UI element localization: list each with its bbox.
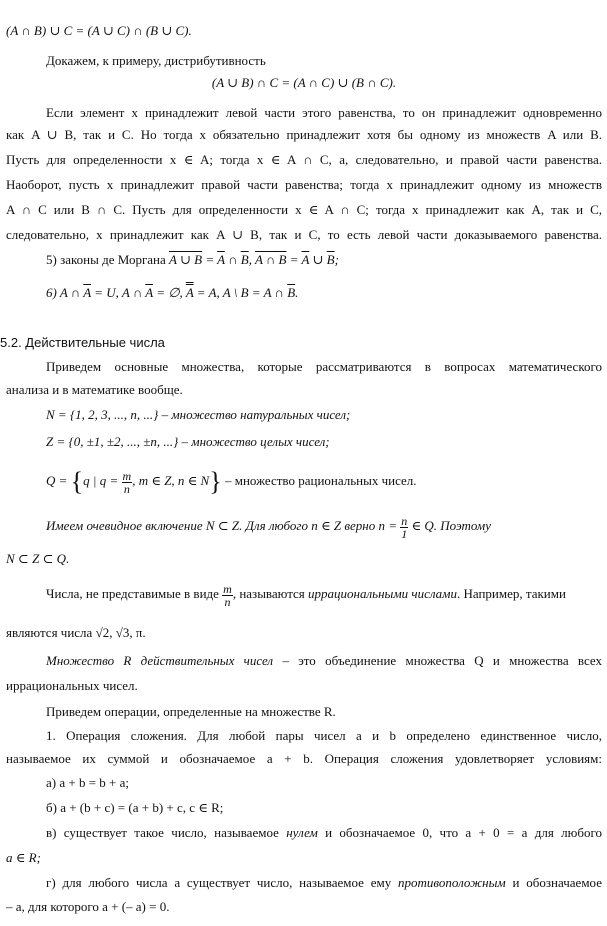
text-line: называемое их суммой и обозначаемое a + b. Операция сложения удовлетворяет условиям: xyxy=(6,751,602,766)
complement-properties: 6) A ∩ $\overline{A} = U$, A ∩ $\overline{A}$ = ∅, A = A, A \ B = A ∩ $\overline{B}$. xyxy=(46,285,299,300)
rationals-def: Q = {q | q = $\frac{m}{n}$ , m ∈ Z, n ∈ N} – множество рациональных чисел. xyxy=(46,467,417,497)
irrational-def: Числа, не представимые в виде $\frac{m}{n}$ , называются иррациональными числами. Например, такими xyxy=(46,581,566,609)
natural-numbers-def: N = {1, 2, 3, ..., n, ...} – множество натуральных чисел; xyxy=(46,407,351,422)
list-item: г) для любого числа a существует число, называемое ему противоположным и обозначаемое xyxy=(46,875,602,890)
inclusion-chain: N ⊂ Z ⊂ Q. xyxy=(6,551,70,566)
text-line: Приведем операции, определенные на множестве R. xyxy=(46,704,336,719)
inclusion-line: Имеем очевидное включение N ⊂ Z. Для любого n ∈ Z верно n = $\frac{n}{1}$ ∈ Q. Поэтому xyxy=(46,513,491,541)
text-line: следовательно, x принадлежит как A ∪ B, так и C, то есть левой части доказываемого равенства. xyxy=(6,227,602,242)
fraction-m-over-n: $\frac{m}{n}$ xyxy=(223,581,232,609)
fraction-n-over-1: $\frac{n}{1}$ xyxy=(401,513,408,541)
text-line: анализа и в математике вообще. xyxy=(6,382,183,397)
formula-distributive-2: (A ∪ B) ∩ C = (A ∩ C) ∪ (B ∩ C). xyxy=(211,75,397,90)
text-line: – a, для которого a + (– a) = 0. xyxy=(6,899,170,914)
text-line: Если элемент x принадлежит левой части этого равенства, то он принадлежит одновременно xyxy=(46,105,602,120)
text-line: Докажем, к примеру, дистрибутивность xyxy=(46,53,266,68)
section-heading: 5.2. Действительные числа xyxy=(0,335,165,350)
text-line: как A ∪ B, так и C. Но тогда x обязательно принадлежит хотя бы одному из множеств A или B. xyxy=(6,127,602,142)
text-line: являются числа √2, √3, π. xyxy=(6,625,146,640)
formula-distributive-1: (A ∩ B) ∪ C = (A ∪ C) ∩ (B ∪ C). xyxy=(6,23,192,38)
text-line: иррациональных чисел. xyxy=(6,678,138,693)
text-line: Множество R действительных чисел – это объединение множества Q и множества всех xyxy=(46,653,602,668)
list-item: в) существует такое число, называемое нулем и обозначаемое 0, что a + 0 = a для любого xyxy=(46,825,602,840)
text-line: Наоборот, пусть x принадлежит правой части равенства; тогда x принадлежит одному из множеств xyxy=(6,177,602,192)
text-line: Приведем основные множества, которые рассматриваются в вопросах математического xyxy=(46,359,602,374)
de-morgan-laws: 5) законы де Моргана A ∪ $B = \overline{A}$ ∩ $\overline{B}$, A ∩ $B = \overline{A}$ ∪ $\overline{B}$; xyxy=(46,252,339,267)
list-item: б) a + (b + c) = (a + b) + c, c ∈ R; xyxy=(46,800,224,815)
text-line: 1. Операция сложения. Для любой пары чисел a и b определено единственное число, xyxy=(46,728,602,743)
text-line: A ∩ C или B ∩ C. Пусть для определенности x ∈ A ∩ C; тогда x принадлежит как A, так и C, xyxy=(6,202,602,217)
text-line: a ∈ R; xyxy=(6,850,41,865)
fraction-m-over-n: $\frac{m}{n}$ xyxy=(122,468,132,496)
list-item: а) a + b = b + a; xyxy=(46,775,129,790)
text-line: Пусть для определенности x ∈ A; тогда x ∈ A ∩ C, а, следовательно, и правой части равенства. xyxy=(6,152,602,167)
integers-def: Z = {0, ±1, ±2, ..., ±n, ...} – множество целых чисел; xyxy=(46,434,330,449)
